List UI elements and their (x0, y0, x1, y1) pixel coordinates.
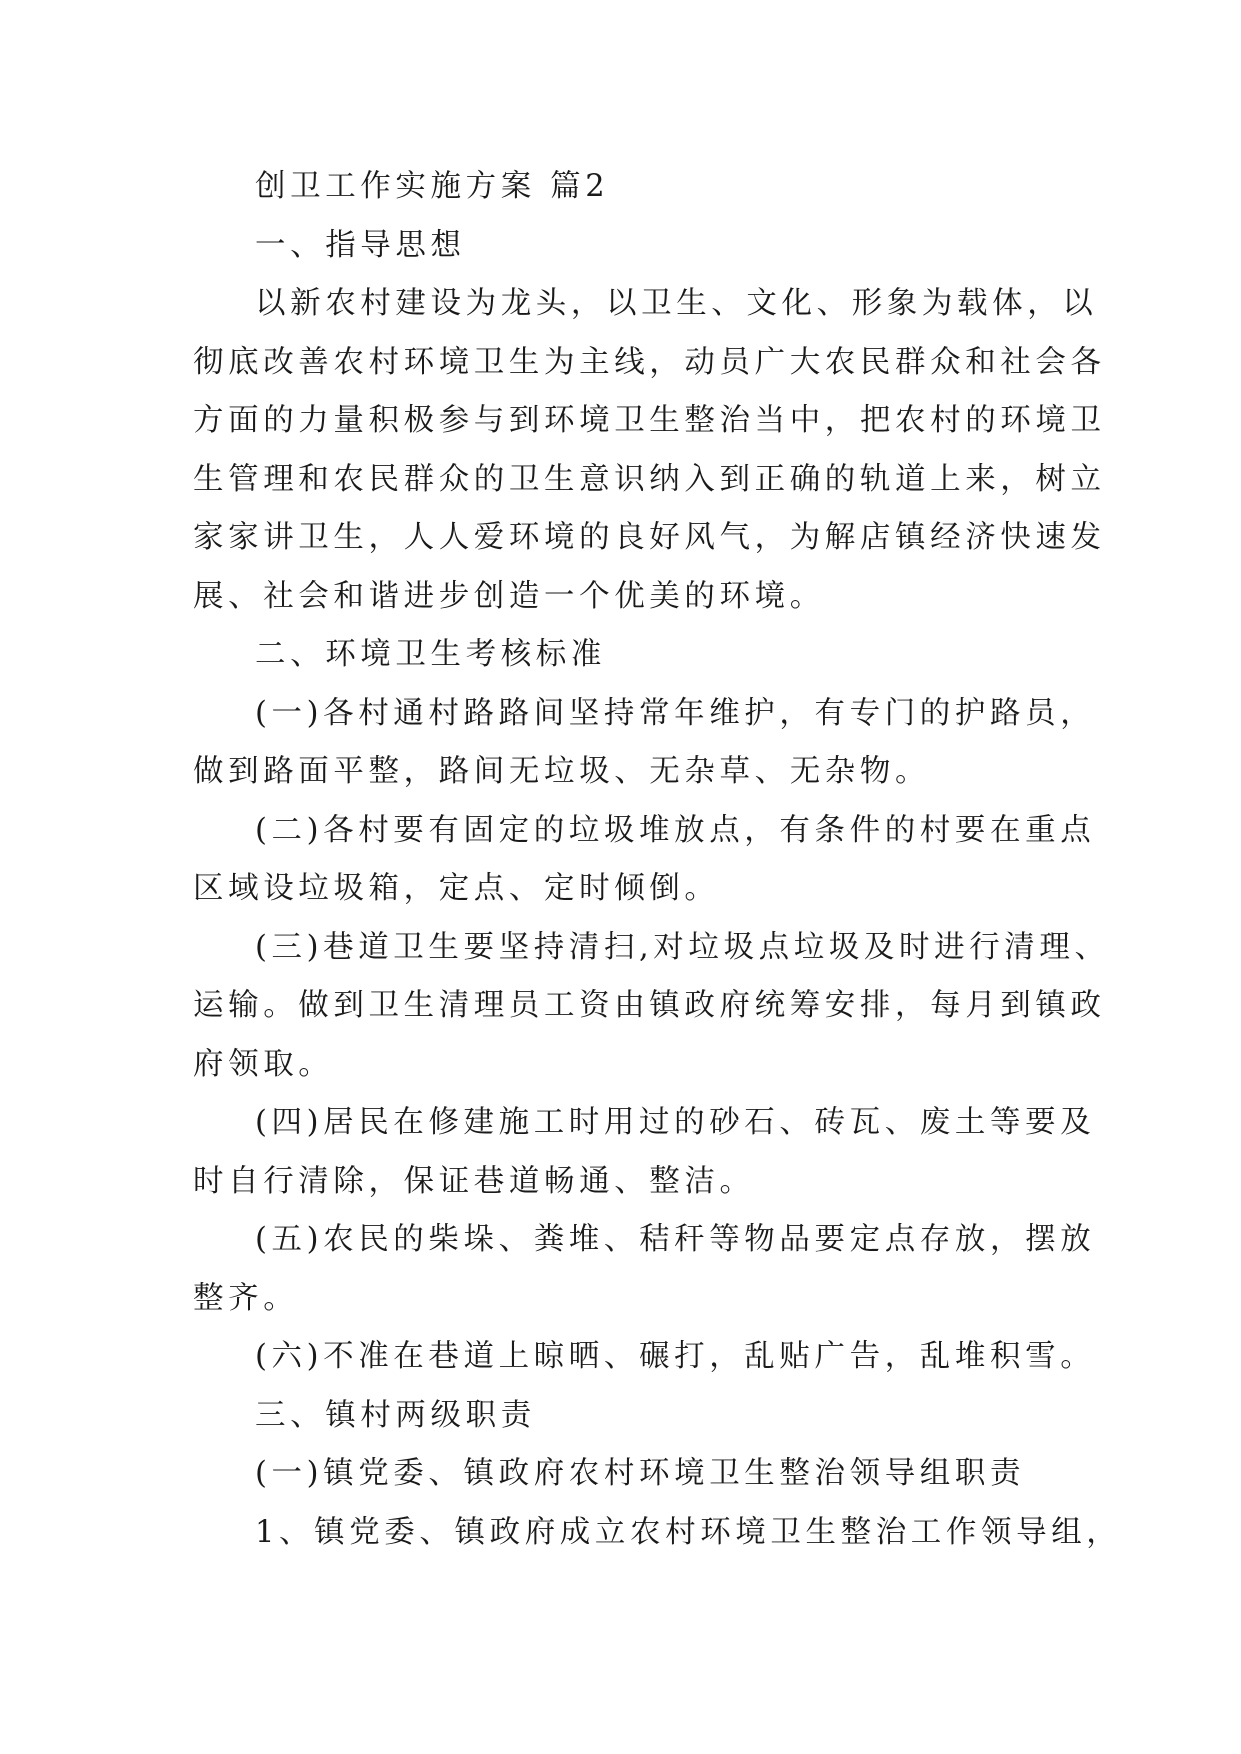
text-line: 运输。做到卫生清理员工资由镇政府统筹安排，每月到镇政 (193, 988, 1106, 1023)
paragraph-p4 (193, 919, 1110, 1095)
text-line: 1、镇党委、镇政府成立农村环境卫生整治工作领导组， (255, 1514, 1122, 1550)
text-line: 方面的力量积极参与到环境卫生整治当中，把农村的环境卫 (193, 403, 1106, 438)
paragraph-p5 (193, 1094, 1096, 1211)
text-line: 彻底改善农村环境卫生为主线，动员广大农民群众和社会各 (193, 344, 1106, 380)
paragraph-s2 (193, 626, 1053, 685)
document-sections (193, 217, 1122, 1563)
text-line: 做到路面平整，路间无垃圾、无杂草、无杂物。 (193, 754, 931, 789)
text-line: 以新农村建设为龙头，以卫生、文化、形象为载体，以 (255, 286, 1098, 321)
paragraph-s3 (193, 1387, 1053, 1446)
text-line: (二)各村要有固定的垃圾堆放点，有条件的村要在重点 (255, 812, 1096, 848)
text-line: (一)各村通村路路间坚持常年维护，有专门的护路员， (255, 695, 1096, 731)
document-body (193, 158, 1122, 1562)
text-line: (一)镇党委、镇政府农村环境卫生整治领导组职责 (255, 1456, 1026, 1491)
document-title: 创卫工作实施方案 篇2 (255, 169, 610, 204)
paragraph-p3 (193, 802, 1096, 919)
text-line: (五)农民的柴垛、粪堆、秸秆等物品要定点存放，摆放 (255, 1222, 1096, 1257)
text-line: 一、指导思想 (255, 227, 466, 263)
text-line: (三)巷道卫生要坚持清扫,对垃圾点垃圾及时进行清理、 (255, 929, 1110, 965)
text-line: (四)居民在修建施工时用过的砂石、砖瓦、废土等要及 (255, 1105, 1096, 1140)
text-line: 府领取。 (193, 1046, 334, 1082)
text-line: 二、环境卫生考核标准 (255, 637, 606, 672)
text-line: 展、社会和谐进步创造一个优美的环境。 (193, 578, 825, 614)
text-line: 区域设垃圾箱，定点、定时倾倒。 (193, 871, 720, 906)
text-line: 生管理和农民群众的卫生意识纳入到正确的轨道上来，树立 (193, 461, 1106, 497)
text-line: 整齐。 (193, 1280, 299, 1316)
paragraph-p1 (193, 275, 1106, 626)
paragraph-p8 (193, 1445, 1053, 1504)
text-line: (六)不准在巷道上晾晒、碾打，乱贴广告，乱堆积雪。 (255, 1339, 1096, 1374)
paragraph-p9 (193, 1504, 1122, 1563)
paragraph-p7 (193, 1328, 1096, 1387)
paragraph-p6 (193, 1211, 1096, 1328)
text-line: 三、镇村两级职责 (255, 1397, 536, 1433)
paragraph-s1 (193, 217, 1053, 276)
text-line: 时自行清除，保证巷道畅通、整洁。 (193, 1163, 755, 1199)
paragraph-p2 (193, 685, 1096, 802)
text-line: 家家讲卫生，人人爱环境的良好风气，为解店镇经济快速发 (193, 520, 1106, 555)
